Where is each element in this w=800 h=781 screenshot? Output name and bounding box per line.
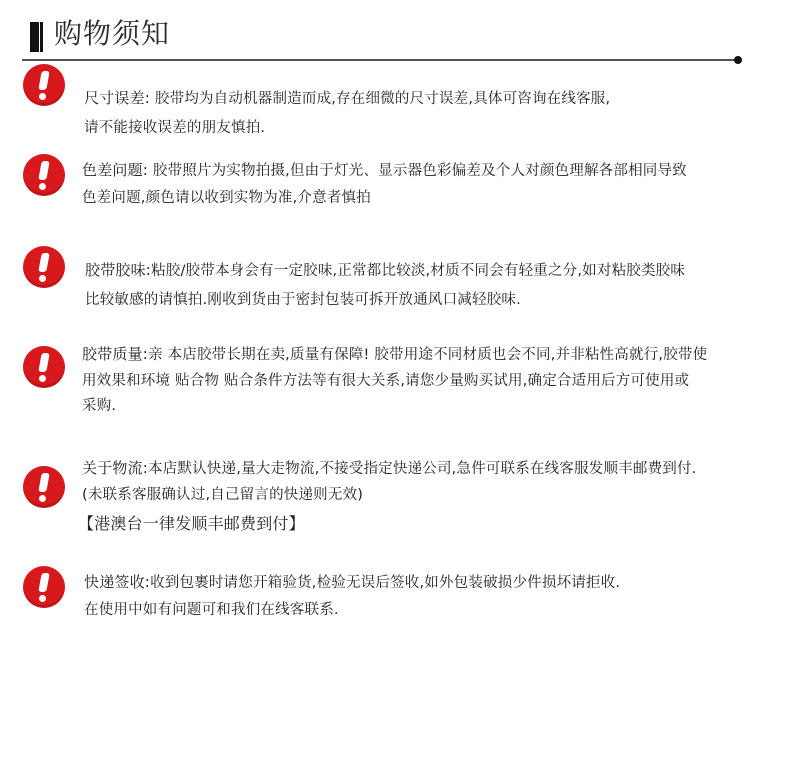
notice-line: 用效果和环境 贴合物 贴合条件方法等有很大关系,请您少量购买试用,确定合适用后方可使用或: [82, 373, 690, 389]
exclamation-icon: [23, 346, 65, 388]
notice-text: 收到包裹时请您开箱验货,检验无误后签收,如外包装破损少件损坏请拒收.: [150, 575, 621, 591]
notice-line: [82, 454, 697, 483]
notice-line: 色差问题,颜色请以收到实物为准,介意者慎拍: [82, 190, 371, 206]
exclamation-icon: [23, 566, 65, 608]
notice-line: [82, 340, 707, 369]
notice-line: 比较敏感的请慎拍.刚收到货由于密封包装可拆开放通风口减轻胶味.: [85, 292, 521, 308]
notice-label: 快递签收:: [84, 573, 151, 591]
exclamation-icon: [23, 154, 65, 196]
header-bar-icon: [30, 22, 39, 52]
notice-text: 胶带照片为实物拍摄,但由于灯光、显示器色彩偏差及个人对颜色理解各部相同导致: [148, 163, 687, 179]
notice-line: 采购.: [82, 398, 117, 414]
page-title: 购物须知: [54, 17, 171, 50]
notice-label: 色差问题:: [82, 161, 149, 179]
notice-line: (未联系客服确认过,自己留言的快递则无效): [82, 487, 364, 503]
exclamation-icon: [23, 246, 65, 288]
section-header: [22, 10, 742, 56]
notice-line: 请不能接收误差的朋友慎拍.: [84, 120, 266, 136]
notice-text: 粘胶/胶带本身会有一定胶味,正常都比较淡,材质不同会有轻重之分,如对粘胶类胶味: [151, 263, 686, 279]
divider-dot: [734, 56, 742, 64]
notice-highlight: 【港澳台一律发顺丰邮费到付】: [78, 514, 305, 533]
notice-line: [84, 84, 610, 113]
notice-label: 胶带胶味:: [85, 261, 152, 279]
notice-line: [85, 256, 685, 285]
notice-line: [84, 568, 620, 597]
notice-text: 本店默认快递,量大走物流,不接受指定快递公司,急件可联系在线客服发顺丰邮费到付.: [148, 461, 697, 477]
notice-text: 亲 本店胶带长期在卖,质量有保障! 胶带用途不同材质也会不同,并非粘性高就行,胶带使: [148, 347, 708, 363]
notice-label: 关于物流:: [82, 459, 149, 477]
header-divider: [22, 59, 736, 61]
exclamation-icon: [23, 64, 65, 106]
notice-label: 胶带质量:: [82, 345, 149, 363]
notice-line: [82, 156, 687, 185]
notice-label: 尺寸误差:: [84, 89, 151, 107]
exclamation-icon: [23, 466, 65, 508]
notice-line: 在使用中如有问题可和我们在线客联系.: [84, 602, 339, 618]
notice-text: 胶带均为自动机器制造而成,存在细微的尺寸误差,具体可咨询在线客服,: [150, 91, 611, 107]
